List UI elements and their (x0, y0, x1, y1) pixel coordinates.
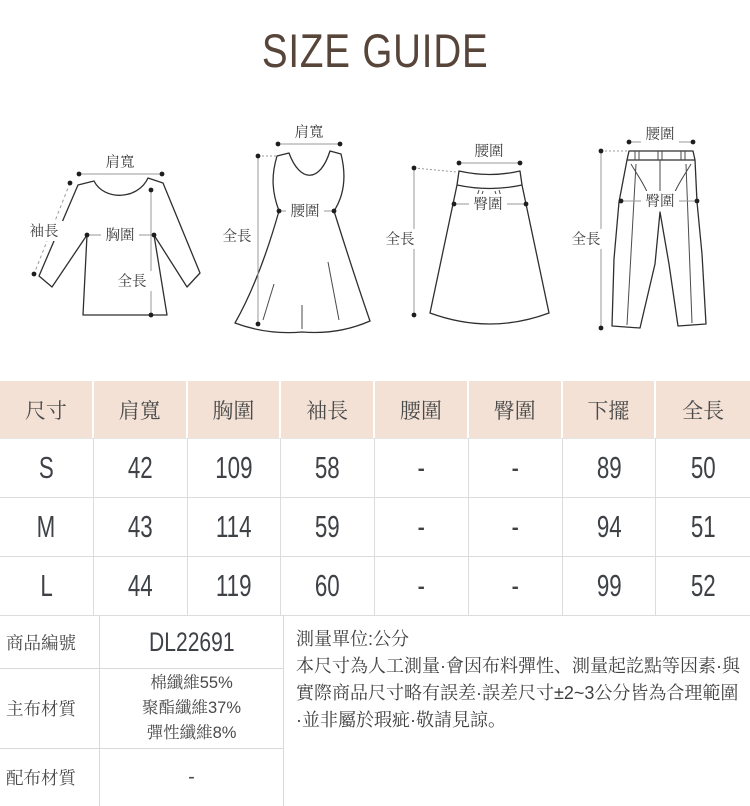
skirt-measurement-diagram (378, 104, 563, 364)
disclaimer-text: 本尺寸為人工測量·會因布料彈性、測量起訖點等因素·與實際商品尺寸略有誤差·誤差尺寸±2~3公分皆為合理範圍·並非屬於瑕疵·敬請見諒。 (296, 656, 740, 730)
product-code-label: 商品編號 (0, 616, 100, 669)
page-title: SIZE GUIDE (261, 23, 489, 77)
shoulder-width-label: 肩寬 (105, 155, 135, 171)
dress-measurement-diagram (212, 104, 392, 364)
size-cell: L (0, 557, 94, 616)
size-cell: 58 (281, 438, 375, 498)
size-table-header-cell: 下擺 (563, 381, 657, 438)
secondary-fabric-label: 配布材質 (0, 749, 100, 806)
waist-label: 腰圍 (474, 144, 504, 160)
size-cell: 50 (656, 438, 750, 498)
main-fabric-label: 主布材質 (0, 669, 100, 749)
total-length-label: 全長 (385, 232, 415, 248)
size-cell: M (0, 498, 94, 557)
top-measurement-diagram (24, 104, 209, 364)
size-table-header-cell: 臀圍 (469, 381, 563, 438)
size-cell: - (469, 498, 563, 557)
hip-label: 臀圍 (473, 197, 503, 213)
sleeve-length-label: 袖長 (29, 224, 59, 240)
size-table-header-cell: 肩寬 (94, 381, 188, 438)
waist-label: 腰圍 (645, 127, 675, 143)
size-cell: 60 (281, 557, 375, 616)
size-cell: 109 (188, 438, 282, 498)
size-cell: - (375, 498, 469, 557)
size-cell: 89 (563, 438, 657, 498)
size-cell: 43 (94, 498, 188, 557)
size-table-header-cell: 尺寸 (0, 381, 94, 438)
size-table-header-cell: 腰圍 (375, 381, 469, 438)
size-table-header-cell: 袖長 (281, 381, 375, 438)
waist-label: 腰圍 (290, 204, 320, 220)
size-cell: - (469, 438, 563, 498)
size-cell: - (375, 438, 469, 498)
size-cell: 59 (281, 498, 375, 557)
title-bar (0, 0, 750, 100)
hip-label: 臀圍 (645, 194, 675, 210)
total-length-label: 全長 (117, 274, 147, 290)
shoulder-width-label: 肩寬 (294, 125, 324, 141)
main-fabric-value: 棉纖維55% 聚酯纖維37% 彈性纖維8% (100, 669, 284, 749)
size-table (0, 381, 750, 616)
size-cell: 51 (656, 498, 750, 557)
total-length-label: 全長 (222, 229, 252, 245)
size-cell: 119 (188, 557, 282, 616)
size-cell: 114 (188, 498, 282, 557)
size-cell: 44 (94, 557, 188, 616)
measurement-notes (284, 616, 750, 806)
size-cell: 94 (563, 498, 657, 557)
size-cell: 99 (563, 557, 657, 616)
size-table-header-cell: 胸圍 (188, 381, 282, 438)
total-length-label: 全長 (571, 232, 601, 248)
size-cell: - (469, 557, 563, 616)
size-cell: S (0, 438, 94, 498)
product-info-section (0, 616, 750, 806)
secondary-fabric-value: - (100, 749, 284, 806)
measurement-diagrams (0, 100, 750, 381)
pants-measurement-diagram (556, 104, 746, 364)
product-code-value: DL22691 (100, 616, 284, 669)
size-cell: - (375, 557, 469, 616)
measurement-unit-text: 測量單位:公分 (296, 629, 410, 649)
size-cell: 42 (94, 438, 188, 498)
size-cell: 52 (656, 557, 750, 616)
size-table-header-cell: 全長 (656, 381, 750, 438)
chest-label: 胸圍 (105, 228, 135, 244)
